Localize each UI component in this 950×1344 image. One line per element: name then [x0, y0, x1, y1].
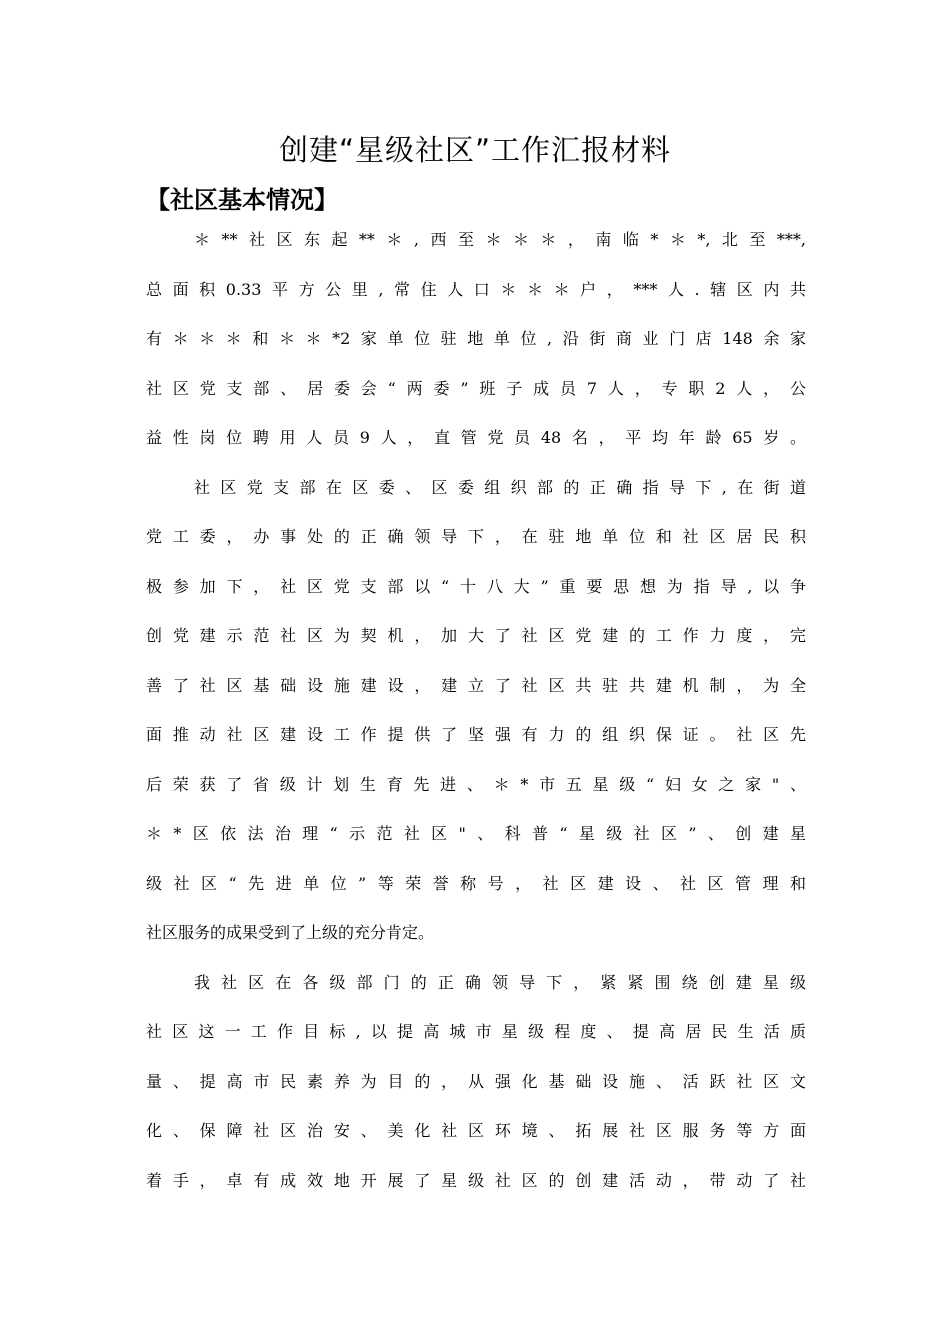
text-line: 面推动社区建设工作提供了坚强有力的组织保证。社区先 [146, 725, 806, 744]
paragraph-basic-info [146, 227, 806, 475]
text-line: ＊**社区东起**＊,西至＊＊＊，南临*＊*,北至***, [194, 230, 806, 249]
text-line: 化、保障社区治安、美化社区环境、拓展社区服务等方面 [146, 1121, 806, 1140]
text-line: 社区党支部、居委会“两委”班子成员7人，专职2人，公 [146, 378, 806, 398]
text-line: 量、提高市民素养为目的，从强化基础设施、活跃社区文 [146, 1071, 806, 1091]
text-line: 社区服务的成果受到了上级的充分肯定。 [146, 923, 435, 942]
text-line: 社区党支部在区委、区委组织部的正确指导下,在街道 [194, 477, 806, 497]
text-line: 党工委，办事处的正确领导下，在驻地单位和社区居民积 [146, 527, 806, 546]
paragraph-party-branch [146, 475, 806, 970]
text-line: 益性岗位聘用人员9人，直管党员48名，平均年龄65岁。 [146, 428, 806, 447]
text-line: 后荣获了省级计划生育先进、＊*市五星级“妇女之家"、 [146, 774, 806, 794]
text-line: 善了社区基础设施建设，建立了社区共驻共建机制，为全 [146, 675, 806, 695]
text-line: 着手，卓有成效地开展了星级社区的创建活动，带动了社 [146, 1170, 806, 1190]
section-heading: 【社区基本情况】 [146, 186, 338, 214]
text-line: 极参加下，社区党支部以“十八大”重要思想为指导,以争 [146, 576, 806, 596]
text-line: 创党建示范社区为契机，加大了社区党建的工作力度，完 [146, 626, 806, 645]
document-title: 创建“星级社区”工作汇报材料 [278, 133, 672, 167]
text-line: 有＊＊＊和＊＊*2家单位驻地单位,沿街商业门店148余家 [146, 329, 806, 348]
text-line: 级社区“先进单位”等荣誉称号，社区建设、社区管理和 [146, 873, 806, 893]
text-line: 社区这一工作目标,以提高城市星级程度、提高居民生活质 [146, 1022, 806, 1041]
text-line: 我社区在各级部门的正确领导下，紧紧围绕创建星级 [194, 972, 806, 992]
text-line: 总面积0.33平方公里,常住人口＊＊＊户，***人.辖区内共 [146, 279, 806, 299]
paragraph-star-community [146, 970, 806, 1218]
text-line: ＊*区依法治理“示范社区"、科普“星级社区”、创建星 [146, 824, 806, 843]
document-body [146, 227, 806, 1217]
